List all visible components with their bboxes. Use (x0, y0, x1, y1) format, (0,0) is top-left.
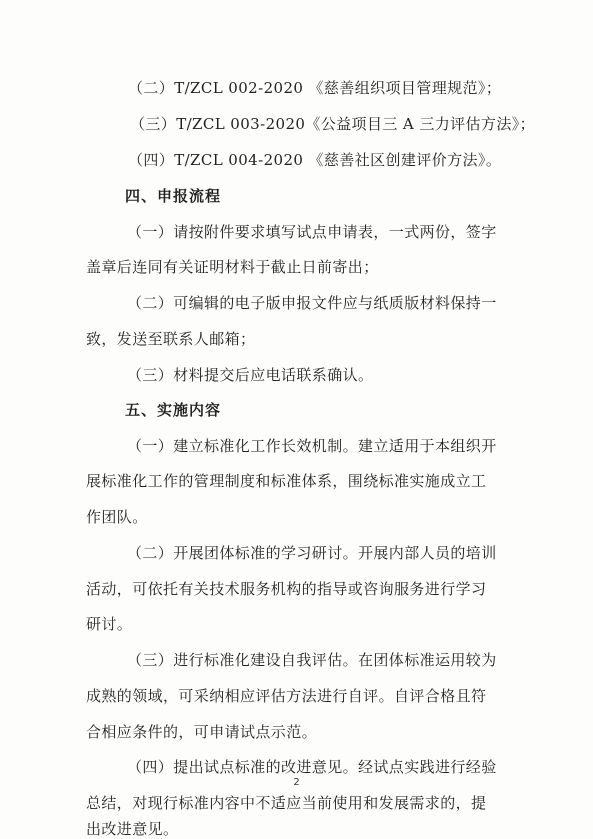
section-4-p3-line1: （三）材料提交后应电话联系确认。 (127, 366, 374, 384)
section-5-p1-line1: （一）建立标准化工作长效机制。建立适用于本组织开 (127, 437, 497, 455)
page-number: 2 (293, 777, 300, 788)
standard-item-4: （四）T/ZCL 004-2020 《慈善社区创建评价方法》。 (128, 151, 502, 169)
section-5-p2-line1: （二）开展团体标准的学习研讨。开展内部人员的培训 (127, 544, 497, 562)
section-4-p1-line2: 盖章后连同有关证明材料于截止日前寄出； (86, 258, 379, 276)
section-5-p4-line2: 总结，对现行标准内容中不适应当前使用和发展需求的，提 (86, 794, 487, 812)
section-4-heading: 四、申报流程 (125, 187, 222, 205)
section-5-p2-line3: 研讨。 (86, 615, 133, 633)
section-4-p1-line1: （一）请按附件要求填写试点申请表，一式两份，签字 (127, 223, 497, 241)
section-5-p4-line1: （四）提出试点标准的改进意见。经试点实践进行经验 (127, 758, 497, 776)
section-4-p2-line2: 致，发送至联系人邮箱； (86, 330, 256, 348)
section-5-heading: 五、实施内容 (125, 401, 222, 419)
section-5-p1-line3: 作团队。 (86, 508, 148, 526)
section-5-p3-line1: （三）进行标准化建设自我评估。在团体标准运用较为 (127, 651, 497, 669)
standard-item-3: （三）T/ZCL 003-2020《公益项目三 A 三力评估方法》； (130, 115, 536, 133)
standard-item-2: （二）T/ZCL 002-2020 《慈善组织项目管理规范》； (128, 79, 502, 97)
section-5-p1-line2: 展标准化工作的管理制度和标准体系，围绕标准实施成立工 (86, 472, 487, 490)
section-5-p3-line3: 合相应条件的，可申请试点示范。 (86, 723, 318, 741)
section-4-p2-line1: （二）可编辑的电子版申报文件应与纸质版材料保持一 (127, 294, 497, 312)
section-5-p3-line2: 成熟的领域，可采纳相应评估方法进行自评。自评合格且符 (86, 687, 487, 705)
section-5-p2-line2: 活动，可依托有关技术服务机构的指导或咨询服务进行学习 (86, 580, 487, 598)
section-5-p4-line3: 出改进意见。 (86, 820, 179, 838)
